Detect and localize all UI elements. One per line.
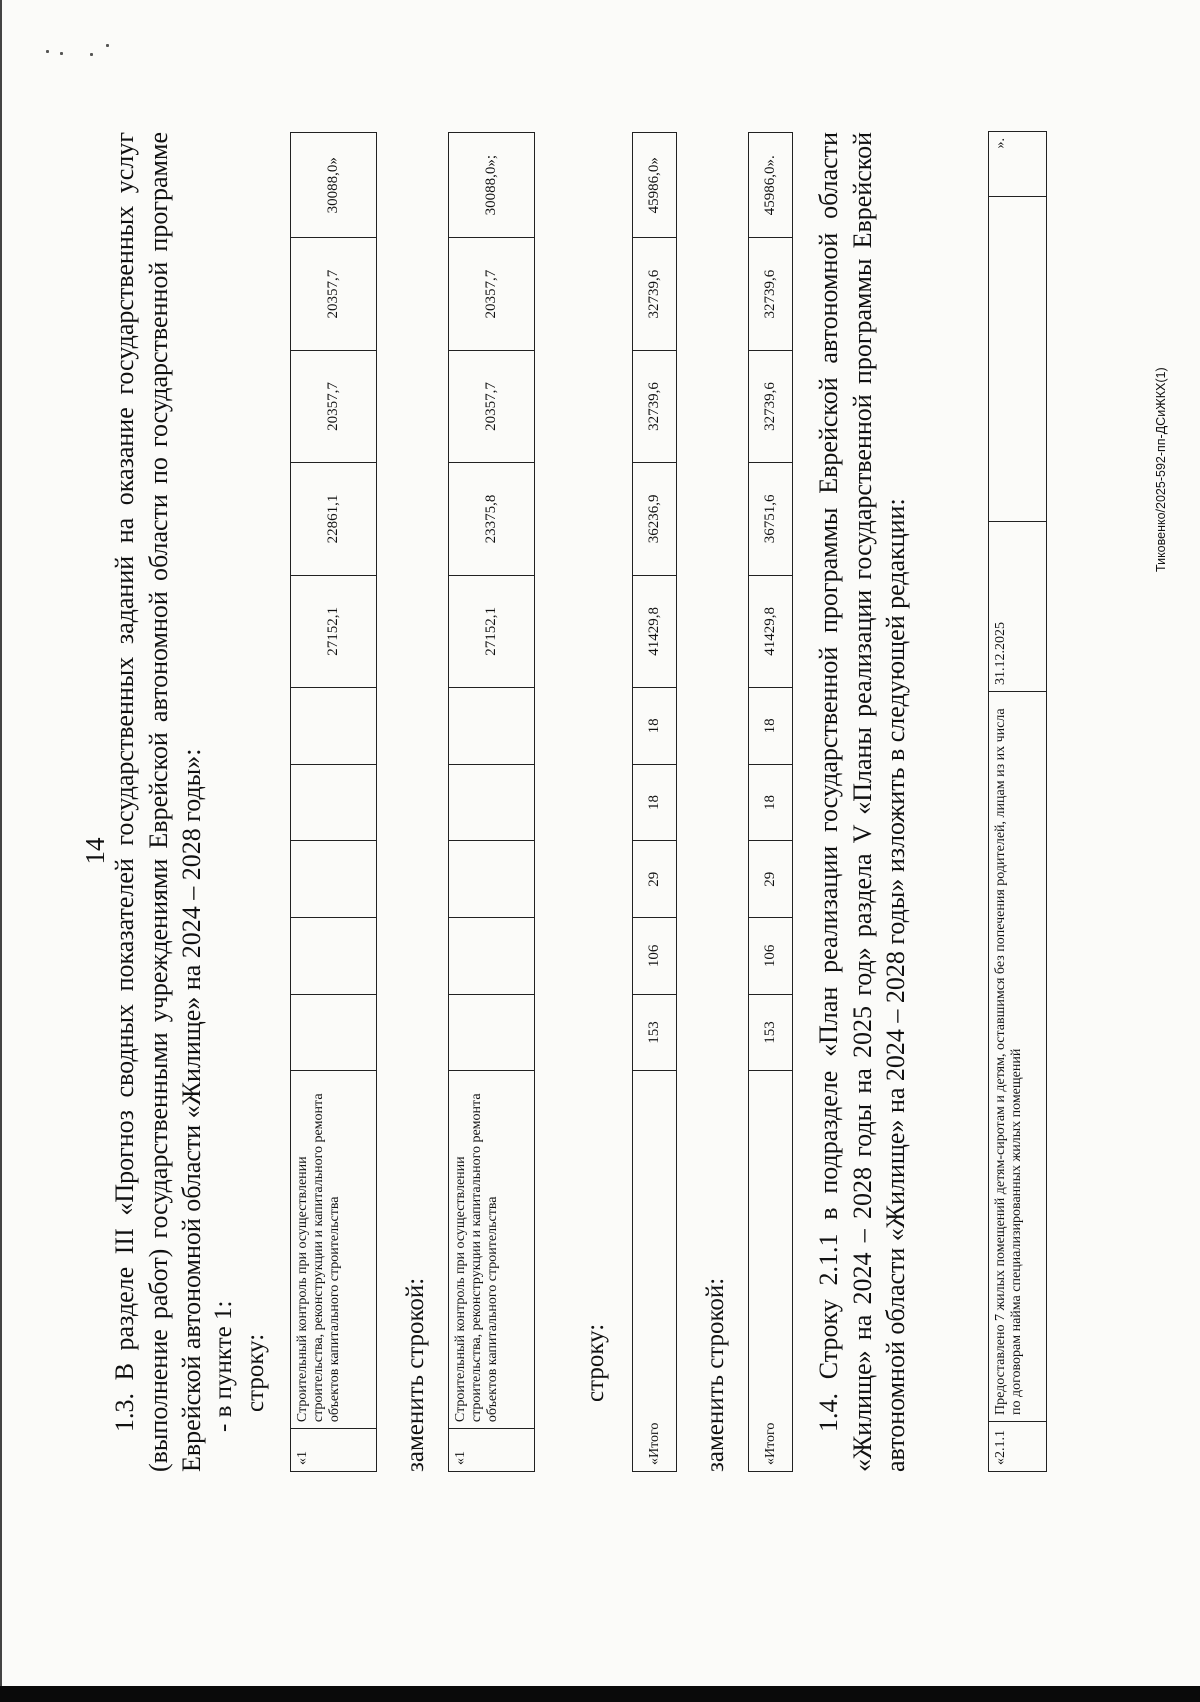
table-cell: 22861,1 — [291, 463, 377, 575]
table-cell: 20357,7 — [449, 350, 535, 462]
table-cell — [291, 841, 377, 918]
table-cell: 41429,8 — [749, 575, 793, 687]
page-number: 14 — [80, 837, 110, 865]
total-label: «Итого — [633, 1071, 677, 1472]
table-old-total — [632, 132, 677, 1472]
table-cell: 18 — [633, 688, 677, 765]
table-cell: 18 — [749, 688, 793, 765]
table-cell: 153 — [749, 994, 793, 1071]
row-description: Строительный контроль при осуществлении строительства, реконструкции и капитального ремонта объектов капитального строительства — [291, 1071, 377, 1429]
section-1-3-paragraph — [108, 132, 209, 1472]
row-label: строку: — [582, 1323, 609, 1402]
row-number: «1 — [449, 1429, 535, 1472]
table-cell — [291, 994, 377, 1071]
table-cell — [449, 841, 535, 918]
table-cell: 18 — [633, 764, 677, 841]
table-cell: 45986,0». — [749, 133, 793, 238]
table-cell: 41429,8 — [633, 575, 677, 687]
table-cell: 29 — [749, 841, 793, 918]
section-1-4-paragraph — [812, 132, 913, 1472]
table-cell: 29 — [633, 841, 677, 918]
table-cell — [449, 918, 535, 995]
table-cell: 27152,1 — [449, 575, 535, 687]
scan-bottom-edge — [0, 1686, 1200, 1702]
table-cell — [291, 764, 377, 841]
table-cell: 153 — [633, 994, 677, 1071]
table-cell: 18 — [749, 764, 793, 841]
table-row — [633, 133, 677, 1472]
table-cell — [989, 197, 1047, 522]
table-new-total — [748, 132, 793, 1472]
table-cell: 32739,6 — [633, 238, 677, 350]
total-label: «Итого — [749, 1071, 793, 1472]
table-old-row-1 — [290, 132, 377, 1472]
table-row — [291, 133, 377, 1472]
document-footer-code: Тиковенко/2025-592-пп-ДСиЖКХ(1) — [1154, 367, 1168, 572]
table-cell: 20357,7 — [291, 238, 377, 350]
table-cell: 30088,0» — [291, 133, 377, 238]
sub-point-label: - в пункте 1: — [210, 1300, 237, 1432]
row-number: «2.1.1 — [989, 1422, 1047, 1472]
table-row — [449, 133, 535, 1472]
table-cell — [291, 688, 377, 765]
replace-label: заменить строкой: — [702, 1277, 729, 1472]
table-row-2-1-1 — [988, 131, 1047, 1472]
section-1-3-text: 1.3. В разделе III «Прогноз сводных показателей государственных заданий на оказание государственных услуг (выполнение работ) государственными учреждениями Еврейской автономной области по государственной программе Еврейской автономной области «Жилище» на 2024 – 2028 годы»: — [110, 132, 206, 1472]
row-description: Предоставлено 7 жилых помещений детям-сиротам и детям, оставшимся без попечения родителей, лицам из их числа по договорам найма специализированных жилых помещений — [989, 692, 1047, 1422]
table-cell — [449, 994, 535, 1071]
table-row — [989, 132, 1047, 1472]
replace-label: заменить строкой: — [402, 1277, 429, 1472]
table-cell: 32739,6 — [749, 238, 793, 350]
table-cell — [291, 918, 377, 995]
row-date: 31.12.2025 — [989, 522, 1047, 692]
table-cell — [449, 764, 535, 841]
row-number: «1 — [291, 1429, 377, 1472]
table-cell — [449, 688, 535, 765]
table-cell: 20357,7 — [291, 350, 377, 462]
table-cell: 106 — [749, 918, 793, 995]
table-cell: 30088,0»; — [449, 133, 535, 238]
table-row — [749, 133, 793, 1472]
table-cell: 106 — [633, 918, 677, 995]
table-cell: 23375,8 — [449, 463, 535, 575]
row-label: строку: — [242, 1333, 269, 1412]
table-cell: 27152,1 — [291, 575, 377, 687]
table-cell: 20357,7 — [449, 238, 535, 350]
table-new-row-1 — [448, 132, 535, 1472]
closing-quote: ». — [989, 132, 1047, 197]
table-cell: 36751,6 — [749, 463, 793, 575]
section-1-4-text: 1.4. Строку 2.1.1 в подразделе «План реализации государственной программы Еврейской автономной области «Жилище» на 2024 – 2028 годы на 2025 год» раздела V «Планы реализации государственной программы Еврейской автономной области «Жилище» на 2024 – 2028 годы» изложить в следующей редакции: — [814, 132, 910, 1472]
table-cell: 45986,0» — [633, 133, 677, 238]
row-description: Строительный контроль при осуществлении строительства, реконструкции и капитального ремонта объектов капитального строительства — [449, 1071, 535, 1429]
table-cell: 32739,6 — [633, 350, 677, 462]
table-cell: 32739,6 — [749, 350, 793, 462]
table-cell: 36236,9 — [633, 463, 677, 575]
